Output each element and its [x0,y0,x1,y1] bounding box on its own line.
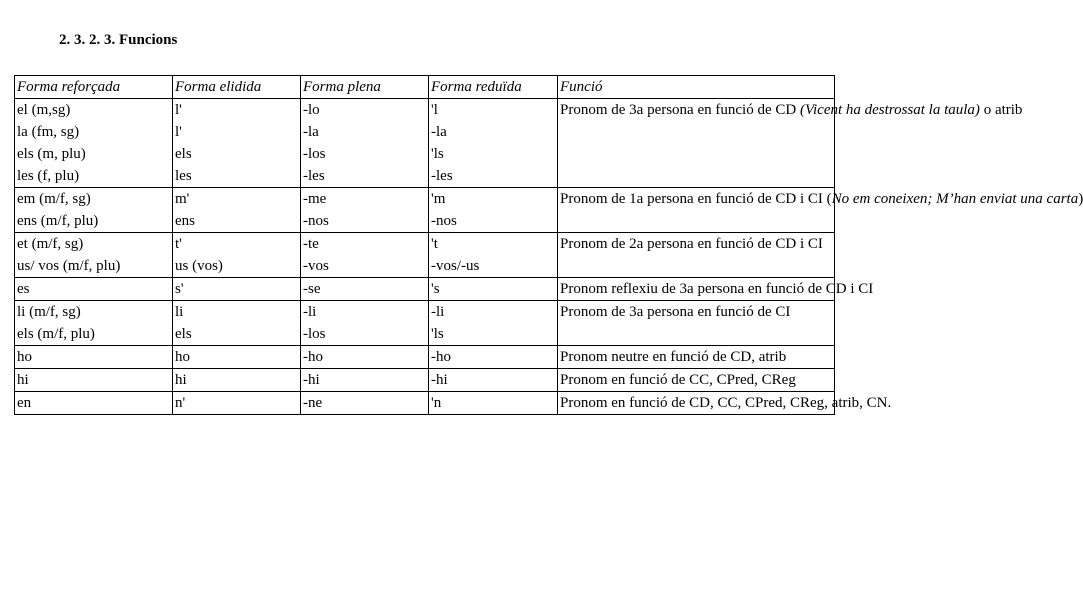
cell-forma-plena [301,301,429,346]
section-heading: 2. 3. 2. 3. Funcions [59,32,178,48]
cell-funcio [558,301,835,346]
cell-line: -hi [303,372,320,388]
cell-line: -me [303,191,327,207]
cell-forma-reforcada [15,392,173,415]
cell-line: les [175,168,192,184]
cell-forma-elidida [173,99,301,188]
cell-forma-plena [301,233,429,278]
header-forma-elidida: Forma elidida [173,76,301,99]
cell-forma-plena [301,188,429,233]
cell-line: -nos [303,213,329,229]
cell-forma-plena [301,346,429,369]
cell-forma-reforcada [15,301,173,346]
cell-line: -te [303,236,319,252]
cell-line: ens (m/f, plu) [17,213,99,229]
cell-forma-plena [301,99,429,188]
cell-forma-reduida [429,392,558,415]
pronoun-table [14,75,1083,415]
cell-forma-elidida [173,278,301,301]
cell-line: -li [303,304,317,320]
cell-forma-reforcada [15,278,173,301]
cell-line: hi [175,372,187,388]
cell-forma-reduida [429,369,558,392]
funcio-pre: Pronom neutre en funció de CD, atrib [560,349,787,365]
cell-line: l' [175,102,182,118]
cell-line: us (vos) [175,258,223,274]
cell-line: ho [175,349,190,365]
cell-line: -los [303,146,326,162]
cell-funcio [558,188,1083,233]
cell-line: els (m/f, plu) [17,326,95,342]
cell-line: -vos/-us [431,258,480,274]
cell-line: us/ vos (m/f, plu) [17,258,121,274]
cell-forma-reforcada [15,99,173,188]
cell-line: ens [175,213,195,229]
cell-line: et (m/f, sg) [17,236,84,252]
cell-forma-reduida [429,233,558,278]
cell-line: -nos [431,213,457,229]
funcio-text [560,233,832,255]
cell-line: m' [175,191,190,207]
funcio-post: o atrib [979,102,1023,118]
cell-line: -la [431,124,447,140]
cell-forma-reforcada [15,188,173,233]
funcio-text [560,278,874,300]
header-row [15,76,835,99]
header-funcio: Funció [558,76,835,99]
cell-line: hi [17,372,29,388]
cell-line: -vos [303,258,329,274]
table-row [15,99,835,188]
cell-forma-reduida [429,346,558,369]
cell-line: l' [175,124,182,140]
funcio-text [560,392,892,414]
funcio-pre: Pronom en funció de CD, CC, CPred, CReg, atrib, CN. [560,395,892,411]
table-row [15,233,835,278]
cell-forma-elidida [173,233,301,278]
cell-line: -les [431,168,453,184]
table-row [15,346,835,369]
funcio-pre: Pronom en funció de CC, CPred, CReg [560,372,796,388]
cell-line: es [17,281,30,297]
cell-forma-reduida [429,278,558,301]
cell-funcio [558,233,835,278]
cell-funcio [558,346,835,369]
cell-line: 'ls [431,326,444,342]
table-body [15,99,1083,415]
table-row [15,369,835,392]
cell-line: 'l [431,102,438,118]
funcio-text [560,99,1023,121]
funcio-pre: Pronom reflexiu de 3a persona en funció de CD i CI [560,281,874,297]
header-forma-reforcada: Forma reforçada [15,76,173,99]
cell-forma-elidida [173,346,301,369]
cell-forma-plena [301,278,429,301]
cell-line: -hi [431,372,448,388]
cell-funcio [558,99,1023,188]
header-forma-plena: Forma plena [301,76,429,99]
funcio-post: ) [1078,191,1083,207]
cell-line: ho [17,349,32,365]
table-row [15,301,835,346]
cell-line: s' [175,281,184,297]
cell-line: n' [175,395,186,411]
funcio-example: No em coneixen; M’han enviat una carta [831,191,1079,207]
cell-line: -se [303,281,321,297]
cell-line: la (fm, sg) [17,124,80,140]
funcio-pre: Pronom de 1a persona en funció de CD i CI ( [560,191,832,207]
cell-line: -la [303,124,319,140]
cell-line: -les [303,168,325,184]
cell-line: el (m,sg) [17,102,71,118]
cell-line: -ho [303,349,323,365]
cell-forma-reduida [429,99,558,188]
table-row [15,188,835,233]
cell-line: els (m, plu) [17,146,86,162]
cell-line: -ho [431,349,451,365]
cell-forma-elidida [173,301,301,346]
cell-line: 'ls [431,146,444,162]
header-forma-reduida: Forma reduïda [429,76,558,99]
funcio-text [560,346,832,368]
cell-line: les (f, plu) [17,168,80,184]
cell-line: els [175,326,192,342]
cell-forma-reduida [429,188,558,233]
cell-line: 's [431,281,440,297]
cell-line: -ne [303,395,323,411]
funcio-text [560,188,1083,210]
cell-forma-plena [301,392,429,415]
funcio-example: (Vicent ha destrossat la taula) [799,102,980,118]
funcio-pre: Pronom de 2a persona en funció de CD i CI [560,236,823,252]
cell-funcio [558,278,874,301]
cell-funcio [558,392,892,415]
cell-line: 'n [431,395,442,411]
funcio-pre: Pronom de 3a persona en funció de CI [560,304,791,320]
cell-forma-elidida [173,369,301,392]
cell-line: -lo [303,102,320,118]
cell-forma-reduida [429,301,558,346]
cell-line: 't [431,236,438,252]
cell-forma-reforcada [15,369,173,392]
funcio-text [560,369,832,391]
cell-line: -li [431,304,445,320]
funcio-pre: Pronom de 3a persona en funció de CD [560,102,800,118]
cell-line: els [175,146,192,162]
cell-forma-plena [301,369,429,392]
table-row [15,392,835,415]
cell-line: en [17,395,32,411]
cell-line: 'm [431,191,446,207]
cell-line: li [175,304,184,320]
cell-line: -los [303,326,326,342]
cell-line: em (m/f, sg) [17,191,91,207]
funcio-text [560,301,832,323]
cell-forma-elidida [173,188,301,233]
cell-line: li (m/f, sg) [17,304,81,320]
cell-forma-reforcada [15,346,173,369]
cell-line: t' [175,236,182,252]
cell-forma-reforcada [15,233,173,278]
cell-forma-elidida [173,392,301,415]
table-row [15,278,835,301]
cell-funcio [558,369,835,392]
